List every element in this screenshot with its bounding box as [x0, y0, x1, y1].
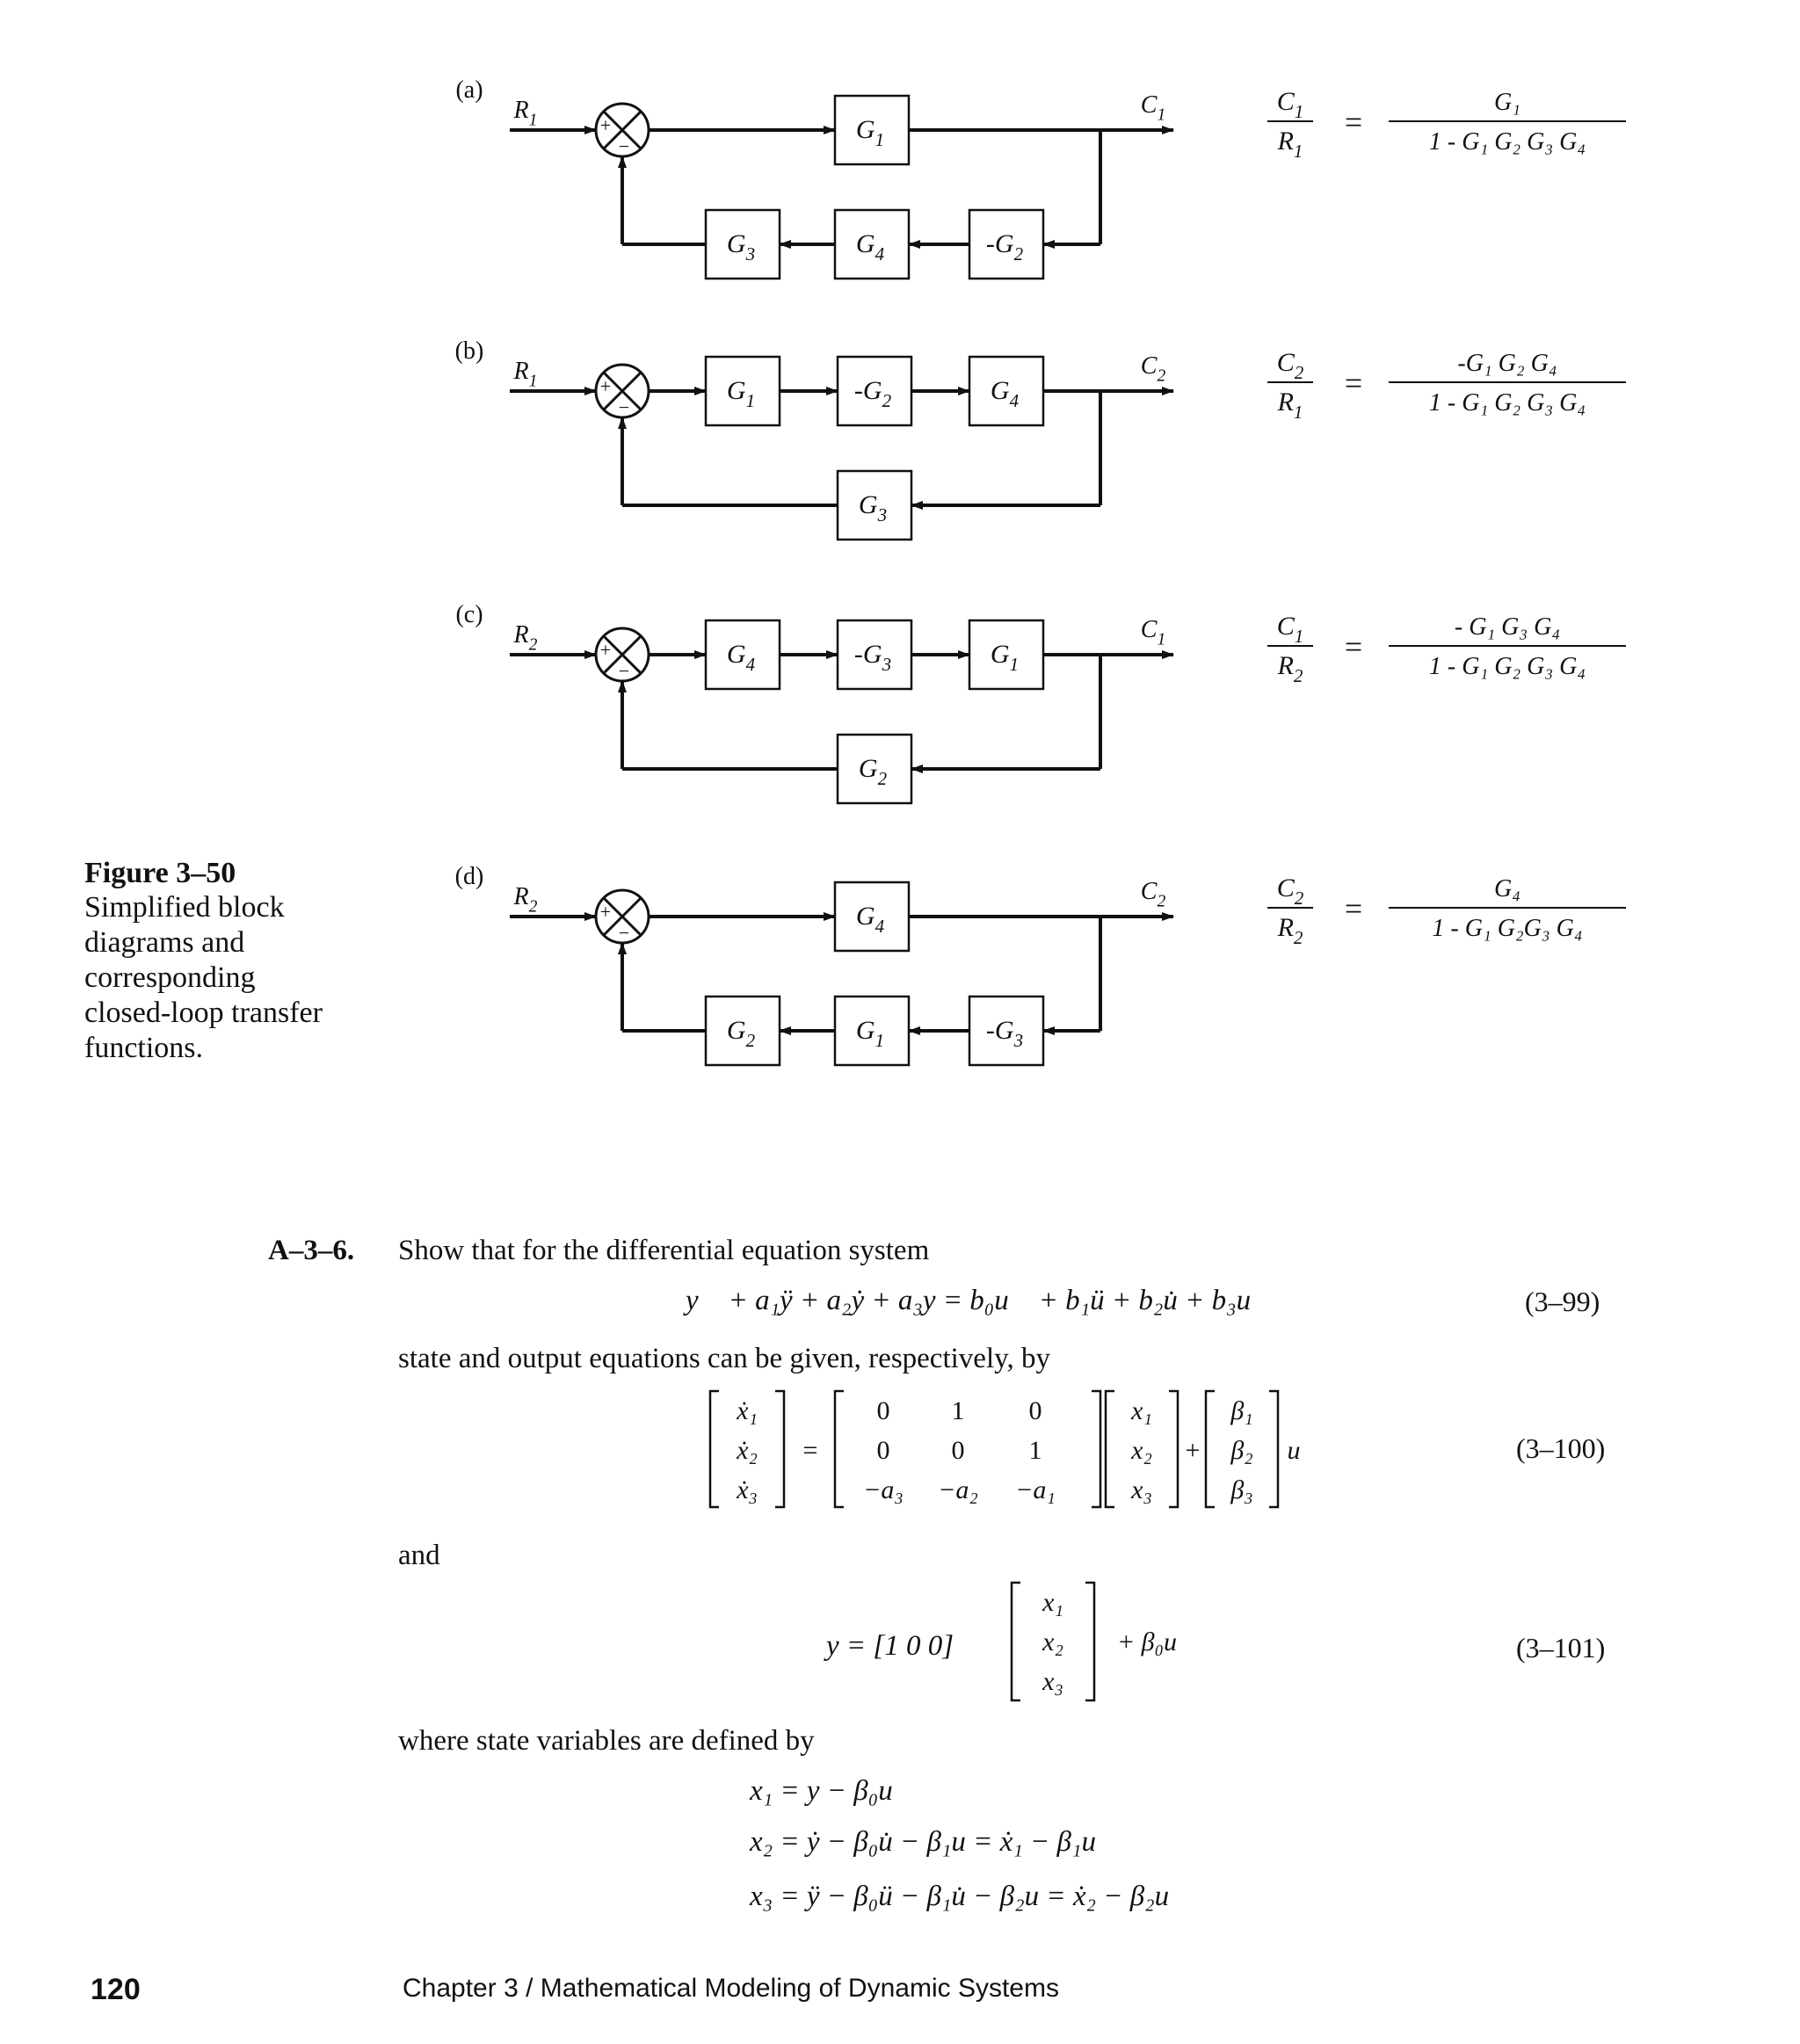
block-diagram — [455, 863, 1626, 1065]
block-label: $G_4$ — [990, 376, 1020, 411]
tf-rhs-numerator: -G₁ G₂ G₄ — [1457, 350, 1557, 377]
a-31: −a₃ — [863, 1475, 904, 1504]
equation-3-101-vector — [1006, 1577, 1191, 1709]
page-number: 120 — [91, 1973, 141, 2006]
state-def-2: x₂ = ẏ − β₀u̇ − β₁u = ẋ₁ − β₁u — [750, 1826, 1096, 1858]
block-label: $G_2$ — [726, 1016, 756, 1051]
a-13: 0 — [1028, 1396, 1042, 1425]
plus-sign: + — [599, 639, 612, 661]
tf-lhs-denominator: $R_1$ — [1277, 127, 1303, 162]
block-label: $G_1$ — [726, 376, 756, 411]
minus-sign: − — [618, 135, 630, 157]
caption-line: closed-loop transfer — [84, 997, 323, 1029]
tf-lhs-denominator: $R_2$ — [1277, 651, 1303, 686]
block-label: $G_1$ — [855, 1016, 885, 1051]
minus-sign: − — [618, 396, 630, 418]
tf-rhs-denominator: 1 - G₁ G₂ G₃ G₄ — [1428, 653, 1586, 680]
a-12: 1 — [951, 1396, 965, 1425]
tf-lhs-numerator: $C_2$ — [1276, 348, 1304, 383]
x-1: x₁ — [1131, 1396, 1152, 1425]
equals-sign: = — [1344, 629, 1363, 664]
x-3: x₃ — [1131, 1475, 1152, 1504]
equation-number-3-101: (3–101) — [1516, 1632, 1606, 1663]
plus-sign: + — [599, 114, 612, 136]
tf-rhs-numerator: G₁ — [1494, 89, 1521, 116]
equals-sign: = — [1344, 366, 1363, 401]
a-33: −a₁ — [1015, 1475, 1056, 1504]
output-label: $C_1$ — [1140, 616, 1166, 649]
caption-line: corresponding — [84, 961, 256, 994]
plus-sign: + — [599, 901, 612, 923]
block-label: $-G_2$ — [853, 376, 892, 411]
equation-number-3-99: (3–99) — [1525, 1286, 1600, 1317]
block-label: $G_1$ — [990, 640, 1020, 675]
lhs-1: ẋ₁ — [737, 1396, 758, 1425]
tf-rhs-denominator: 1 - G₁ G₂ G₃ G₄ — [1428, 389, 1586, 417]
equation-3-101-lhs: y = [1 0 0] — [826, 1630, 954, 1662]
problem-intro: Show that for the differential equation system — [398, 1235, 930, 1266]
a-32: −a₂ — [938, 1475, 978, 1504]
block-diagram — [455, 337, 1626, 540]
eq101-tail: + β₀u — [1116, 1627, 1178, 1656]
input-label: $R_2$ — [513, 621, 538, 655]
x-3: x₃ — [1042, 1667, 1063, 1696]
equation-3-100 — [703, 1384, 1318, 1516]
plus-sign: + — [599, 375, 612, 397]
a-11: 0 — [876, 1396, 890, 1425]
tf-rhs-denominator: 1 - G₁ G₂G₃ G₄ — [1432, 915, 1583, 942]
tf-rhs-denominator: 1 - G₁ G₂ G₃ G₄ — [1428, 128, 1586, 156]
block-label: $G_3$ — [726, 229, 756, 265]
diagram-label: (c) — [455, 601, 483, 628]
b-2: β₂ — [1230, 1436, 1253, 1465]
problem-id: A–3–6. — [268, 1235, 355, 1266]
output-label: $C_2$ — [1140, 352, 1166, 386]
block-label: $G_2$ — [858, 754, 888, 789]
b-1: β₁ — [1230, 1396, 1253, 1425]
u-symbol: u — [1287, 1436, 1301, 1465]
x-2: x₂ — [1042, 1627, 1063, 1656]
state-output-text: state and output equations can be given, respectively, by — [398, 1343, 1050, 1374]
eq-sign: = — [802, 1436, 818, 1465]
figure-caption-title: Figure 3–50 — [84, 857, 236, 889]
block-label: $G_1$ — [855, 115, 885, 150]
tf-lhs-denominator: $R_1$ — [1277, 388, 1303, 423]
x-1: x₁ — [1042, 1588, 1063, 1617]
x-2: x₂ — [1131, 1436, 1152, 1465]
output-label: $C_1$ — [1140, 91, 1166, 125]
block-label: $-G_2$ — [985, 229, 1024, 265]
block-diagram — [455, 601, 1626, 803]
tf-rhs-numerator: G₄ — [1494, 875, 1521, 902]
where-text: where state variables are defined by — [398, 1725, 815, 1757]
lhs-2: ẋ₂ — [737, 1436, 758, 1465]
diagram-label: (b) — [454, 337, 484, 365]
and-text: and — [398, 1540, 440, 1571]
plus-sign: + — [1185, 1436, 1201, 1465]
minus-sign: − — [618, 660, 630, 682]
figure-caption-text — [84, 890, 323, 1066]
chapter-footer: Chapter 3 / Mathematical Modeling of Dynamic Systems — [403, 1974, 1059, 2003]
block-label: $G_4$ — [855, 902, 885, 937]
input-label: $R_1$ — [513, 358, 538, 391]
equals-sign: = — [1344, 105, 1363, 140]
tf-rhs-numerator: - G₁ G₃ G₄ — [1454, 613, 1561, 641]
tf-lhs-numerator: $C_2$ — [1276, 873, 1304, 909]
block-label: $-G_3$ — [853, 640, 892, 675]
block-label: $-G_3$ — [985, 1016, 1024, 1051]
output-label: $C_2$ — [1140, 878, 1166, 911]
block-label: $G_4$ — [855, 229, 885, 265]
caption-line: diagrams and — [84, 926, 245, 959]
state-def-3: x₃ = ÿ − β₀ü − β₁u̇ − β₂u = ẋ₂ − β₂u — [750, 1881, 1170, 1912]
state-def-1: x₁ = y − β₀u — [750, 1775, 893, 1807]
equals-sign: = — [1344, 891, 1363, 926]
input-label: $R_2$ — [513, 883, 538, 917]
b-3: β₃ — [1230, 1475, 1253, 1504]
tf-lhs-denominator: $R_2$ — [1277, 913, 1303, 948]
a-23: 1 — [1028, 1436, 1042, 1465]
minus-sign: − — [618, 922, 630, 944]
block-label: $G_4$ — [726, 640, 756, 675]
caption-line: Simplified block — [84, 891, 285, 924]
diagram-label: (d) — [454, 863, 484, 890]
tf-lhs-numerator: $C_1$ — [1276, 612, 1304, 647]
diagram-label: (a) — [455, 76, 483, 104]
a-22: 0 — [951, 1436, 965, 1465]
block-diagram — [455, 76, 1626, 279]
input-label: $R_1$ — [513, 97, 538, 130]
equation-3-99: y⃛ + a₁ÿ + a₂ẏ + a₃y = b₀u⃛ + b₁ü + b₂u̇ + b₃u — [686, 1285, 1252, 1316]
caption-line: functions. — [84, 1032, 204, 1064]
equation-number-3-100: (3–100) — [1516, 1432, 1606, 1464]
a-21: 0 — [876, 1436, 890, 1465]
tf-lhs-numerator: $C_1$ — [1276, 87, 1304, 122]
lhs-3: ẋ₃ — [737, 1475, 758, 1504]
block-label: $G_3$ — [858, 490, 888, 525]
